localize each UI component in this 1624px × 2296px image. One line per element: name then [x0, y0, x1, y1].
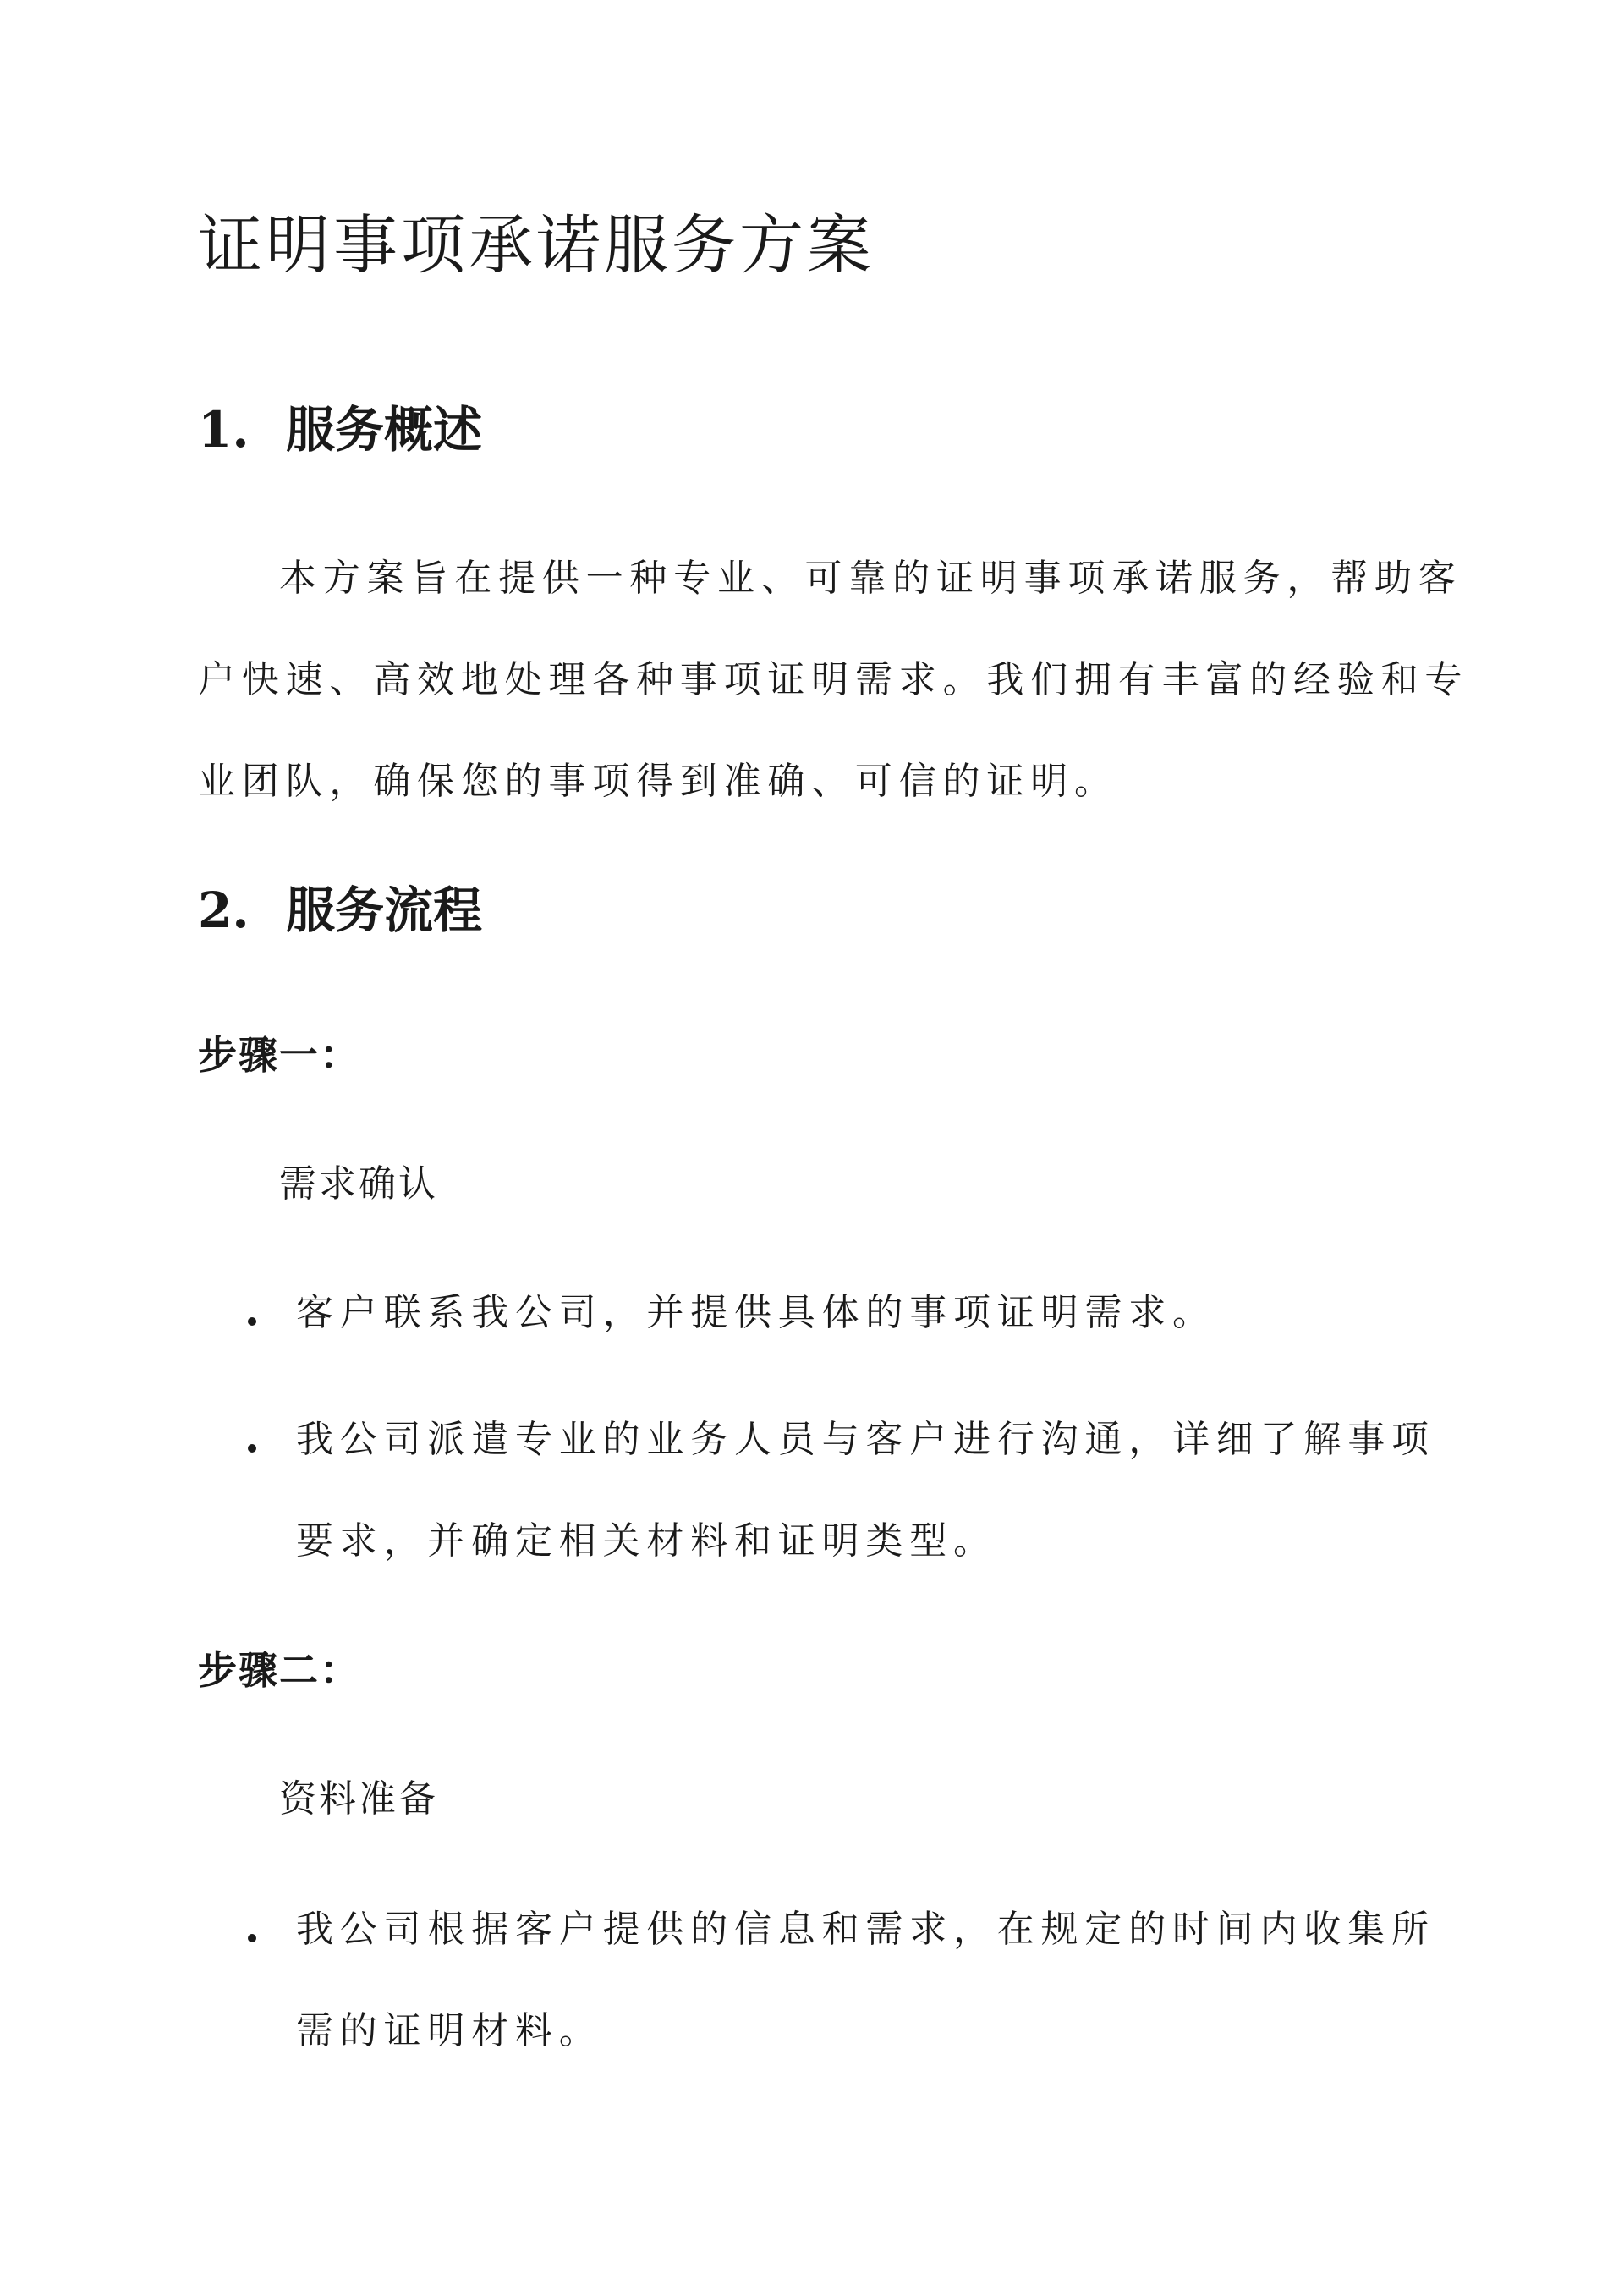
section-heading-process: [198, 876, 482, 944]
overview-paragraph-line-2: 户快速、高效地处理各种事项证明需求。我们拥有丰富的经验和专: [198, 658, 1469, 701]
bullet-dot: [248, 1444, 256, 1453]
bullet-text-continued: 需的证明材料。: [296, 2009, 603, 2052]
section-number: 1.: [198, 401, 250, 459]
step-label: 步骤二：: [198, 1647, 360, 1693]
section-title: 服务概述: [286, 401, 483, 459]
step-name: 资料准备: [279, 1777, 438, 1821]
bullet-text: 客户联系我公司，并提供具体的事项证明需求。: [296, 1291, 1216, 1334]
bullet-dot: [248, 1317, 256, 1326]
bullet-text-continued: 要求，并确定相关材料和证明类型。: [296, 1519, 997, 1563]
bullet-text: 我公司派遣专业的业务人员与客户进行沟通，详细了解事项: [296, 1418, 1435, 1461]
overview-paragraph-line-1: 本方案旨在提供一种专业、可靠的证明事项承诺服务，帮助客: [279, 557, 1462, 600]
bullet-text: 我公司根据客户提供的信息和需求，在规定的时间内收集所: [296, 1908, 1435, 1951]
section-number: 2.: [198, 882, 250, 939]
section-title: 服务流程: [286, 882, 483, 939]
step-name: 需求确认: [279, 1162, 438, 1206]
step-label: 步骤一：: [198, 1032, 360, 1078]
section-heading-overview: [198, 396, 482, 464]
overview-paragraph-line-3: 业团队，确保您的事项得到准确、可信的证明。: [198, 760, 1118, 803]
bullet-dot: [248, 1934, 256, 1942]
document-title: 证明事项承诺服务方案: [198, 207, 875, 283]
